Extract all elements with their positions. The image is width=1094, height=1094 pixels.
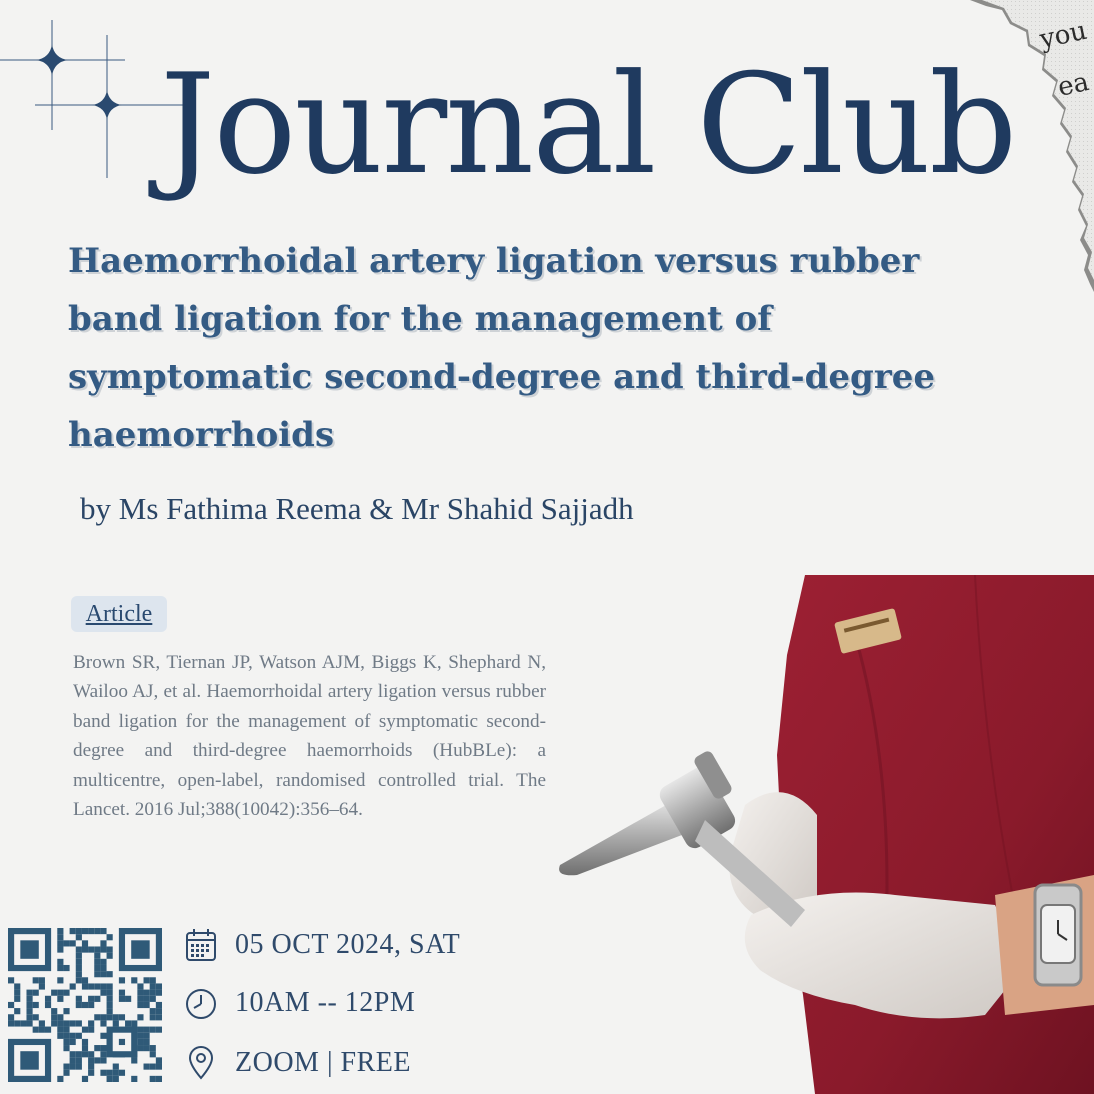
article-heading: Haemorrhoidal artery ligation versus rubber band ligation for the management of symptomatic second-degree and third-degree haemorrhoids (68, 241, 935, 455)
page-title: Journal Club (160, 44, 1016, 205)
newspaper-word: ea (1055, 67, 1092, 103)
article-citation: Brown SR, Tiernan JP, Watson AJM, Biggs K, Shephard N, Wailoo AJ, et al. Haemorrhoidal artery ligation versus rubber band ligation for the management of symptomatic second-degree and third-degree haemorrhoids (HubBLe): a multicentre, open-label, randomised controlled trial. The Lancet. 2016 Jul;388(10042):356–64. (73, 652, 546, 821)
qr-code[interactable] (8, 928, 162, 1082)
clock-icon (185, 986, 217, 1020)
event-location: ZOOM | FREE (235, 1047, 412, 1078)
clinician-photo (555, 575, 1094, 1094)
presenters: by Ms Fathima Reema & Mr Shahid Sajjadh (80, 491, 634, 526)
calendar-icon (185, 928, 217, 962)
newspaper-word: you (1037, 15, 1090, 55)
location-pin-icon (185, 1046, 217, 1080)
event-time: 10AM -- 12PM (235, 987, 416, 1018)
event-date: 05 OCT 2024, SAT (235, 929, 461, 960)
article-link[interactable]: Article (71, 596, 167, 632)
